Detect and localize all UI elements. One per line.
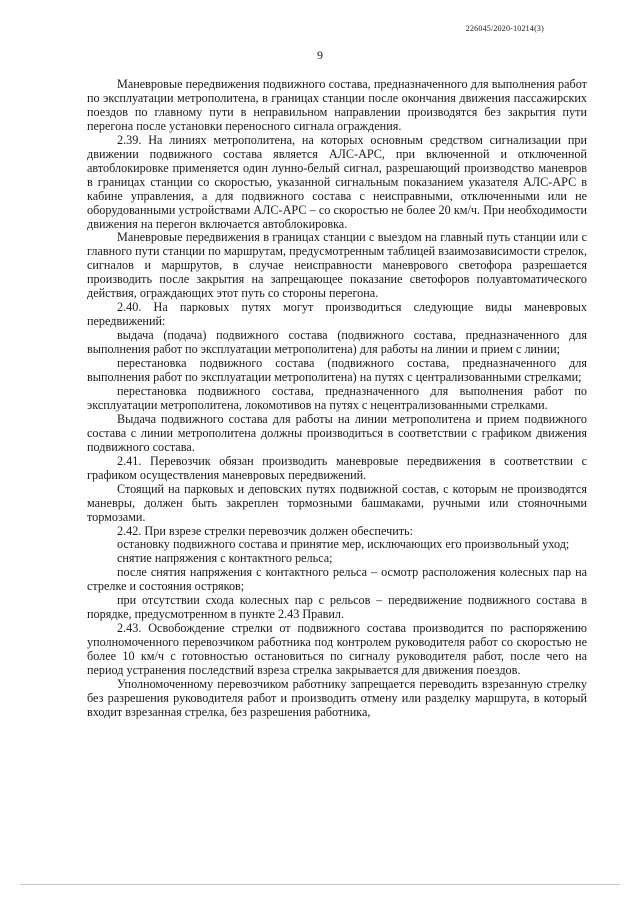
- paragraph: 2.40. На парковых путях могут производиться следующие виды маневровых передвижений:: [87, 300, 587, 329]
- paragraph: Стоящий на парковых и деповских путях подвижной состав, с которым не производятся маневры, должен быть закреплен тормозными башмаками, ручными или стояночными тормозами.: [87, 481, 587, 524]
- paragraph: 2.39. На линиях метрополитена, на которых основным средством сигнализации при движении подвижного состава является АЛС-АРС, при включенной и отключенной автоблокировке применяется один лунно-белый сигнал, разрешающий производство маневров в границах станции со скоростью, указанной сигнальным показанием указателя АЛС-АРС в кабине управления, а для подвижного состава с неисправными, отключенными или не оборудованными устройствами АЛС-АРС – со скоростью не более 20 км/ч. При необходимости движения на перегон включается автоблокировка.: [87, 132, 587, 231]
- paragraph: Маневровые передвижения в границах станции с выездом на главный путь станции или с главного пути станции по маршрутам, предусмотренным таблицей взаимозависимости стрелок, сигналов и маршрутов, в случае неисправности маневрового светофора разрешается производить после закрытия на запрещающее показание светофоров полуавтоматического действия, ограждающих этот путь со стороны перегона.: [87, 230, 587, 301]
- page-number: 9: [317, 48, 323, 62]
- document-body: [87, 78, 587, 720]
- paragraph: 2.42. При взрезе стрелки перевозчик должен обеспечить:: [117, 523, 413, 538]
- paragraph: выдача (подача) подвижного состава (подвижного состава, предназначенного для выполнения работ по эксплуатации метрополитена) для работы на линии и прием с линии;: [87, 328, 587, 357]
- scan-edge-line: [20, 884, 620, 885]
- paragraph: Выдача подвижного состава для работы на линии метрополитена и прием подвижного состава с линии метрополитена должны производиться в соответствии с графиком движения подвижного состава.: [87, 411, 587, 454]
- paragraph: перестановка подвижного состава (подвижного состава, предназначенного для выполнения работ по эксплуатации метрополитена) на путях с централизованными стрелками;: [87, 356, 587, 385]
- paragraph: остановку подвижного состава и принятие мер, исключающих его произвольный уход;: [117, 537, 570, 552]
- paragraph: 2.41. Перевозчик обязан производить маневровые передвижения в соответствии с графиком осуществления маневровых передвижений.: [87, 453, 587, 482]
- paragraph: 2.43. Освобождение стрелки от подвижного состава производится по распоряжению уполномоченного перевозчиком работника под контролем руководителя работ со скоростью не более 10 км/ч с готовностью остановиться по сигналу руководителя работ, после чего на период устранения последствий взреза стрелка закрывается для движения поездов.: [87, 621, 587, 678]
- paragraph: перестановка подвижного состава, предназначенного для выполнения работ по эксплуатации метрополитена, локомотивов на путях с нецентрализованными стрелками.: [87, 383, 587, 412]
- paragraph: снятие напряжения с контактного рельса;: [117, 551, 333, 566]
- document-id: 226045/2020-10214(3): [465, 24, 544, 33]
- paragraph: Маневровые передвижения подвижного состава, предназначенного для выполнения работ по эксплуатации метрополитена, в границах станции после окончания движения пассажирских поездов по главному пути в неправильном направлении производятся без закрытия пути перегона после установки переносного сигнала ограждения.: [87, 77, 587, 133]
- paragraph: Уполномоченному перевозчиком работнику запрещается переводить взрезанную стрелку без разрешения руководителя работ и производить отмену или разделку маршрута, в который входит взрезанная стрелка, без разрешения работника,: [87, 676, 587, 719]
- paragraph: после снятия напряжения с контактного рельса – осмотр расположения колесных пар на стрелке и состояния остряков;: [87, 565, 587, 594]
- paragraph: при отсутствии схода колесных пар с рельсов – передвижение подвижного состава в порядке, предусмотренном в пункте 2.43 Правил.: [87, 593, 587, 622]
